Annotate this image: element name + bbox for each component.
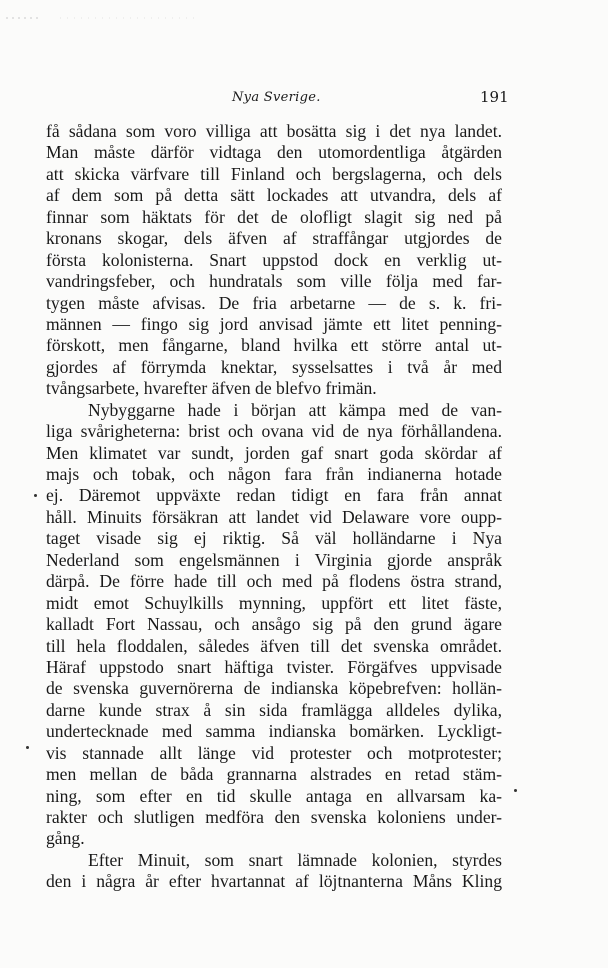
text-line: rakter och slutligen medföra den svenska koloniens under-: [46, 807, 502, 827]
text-line: männen — fingo sig jord anvisad jämte ett litet penning-: [46, 313, 502, 334]
text-line: vandringsfeber, och hundratals som ville följa med far-: [46, 271, 502, 292]
text-line: ning, som efter en tid skulle antaga en allvarsam ka-: [46, 785, 502, 806]
running-title: Nya Sverige.: [232, 90, 321, 105]
page-number: 191: [480, 88, 509, 106]
text-line: af dem som på detta sätt lockades att utvandra, dels af: [46, 185, 502, 206]
text-line: vis stannade allt länge vid protester och motprotester;: [46, 742, 502, 763]
text-line: Nederland som engelsmännen i Virginia gjorde anspråk: [46, 549, 502, 570]
text-line: Efter Minuit, som snart lämnade kolonien, styrdes: [88, 849, 502, 870]
text-line: majs och tobak, och någon fara från indianerna hotade: [46, 464, 502, 484]
text-line: undertecknade med samma indianska bomärken. Lyckligt-: [46, 721, 502, 742]
text-line: de svenska guvernörerna de indianska köpebrefven: hollän-: [46, 678, 502, 699]
text-line: därpå. De förre hade till och med på flodens östra strand,: [46, 571, 502, 592]
text-line: Häraf uppstodo snart häftiga tvister. Förgäfves uppvisade: [46, 656, 502, 677]
margin-speck: [514, 789, 517, 792]
margin-speck: [34, 494, 37, 497]
text-line: tvångsarbete, hvarefter äfven de blefvo frimän.: [46, 378, 377, 399]
text-line: kalladt Fort Nassau, och ansågo sig på den grund ägare: [46, 614, 502, 635]
text-line: liga svårigheterna: brist och ovana vid de nya förhållandena.: [46, 421, 502, 442]
text-line: taget visade sig ej riktig. Så väl holländarne i Nya: [46, 528, 502, 549]
text-line: förskott, men fångarne, bland hvilka ett större antal ut-: [46, 335, 502, 356]
text-line: midt emot Schuylkills mynning, uppfört ett litet fäste,: [46, 592, 502, 613]
margin-speck: [26, 746, 29, 749]
text-line: få sådana som voro villiga att bosätta sig i det nya landet.: [46, 121, 502, 141]
text-line: kronans skogar, dels äfven af straffångar utgjordes de: [46, 228, 502, 249]
text-line: tygen måste afvisas. De fria arbetarne — de s. k. fri-: [46, 292, 502, 313]
text-line: Nybyggarne hade i början att kämpa med de van-: [88, 399, 502, 420]
body-text: [46, 121, 502, 893]
page-header: [0, 88, 608, 112]
text-line: håll. Minuits försäkran att landet vid Delaware vore oupp-: [46, 506, 502, 527]
text-line: den i några år efter hvartannat af löjtnanterna Måns Kling: [46, 871, 502, 892]
text-line: ej. Däremot uppväxte redan tidigt en fara från annat: [46, 485, 502, 506]
text-line: att skicka värfvare till Finland och bergslagerna, och dels: [46, 163, 502, 184]
text-line: darne kunde strax å sin sida framlägga alldeles dylika,: [46, 699, 502, 720]
text-line: Man måste därför vidtaga den utomordentliga åtgärden: [46, 142, 502, 163]
text-line: men mellan de båda grannarna alstrades en retad stäm-: [46, 764, 502, 785]
text-line: gång.: [46, 828, 85, 849]
text-line: finnar som häktats för det de olofligt slagit sig ned på: [46, 206, 502, 227]
text-line: Men klimatet var sundt, jorden gaf snart goda skördar af: [46, 442, 502, 463]
text-line: till hela floddalen, således äfven till det svenska området.: [46, 635, 502, 656]
text-line: gjordes af förrymda knektar, sysselsattes i två år med: [46, 356, 502, 377]
scan-specks: [0, 0, 608, 40]
text-line: första kolonisterna. Snart uppstod dock en verklig ut-: [46, 249, 502, 270]
